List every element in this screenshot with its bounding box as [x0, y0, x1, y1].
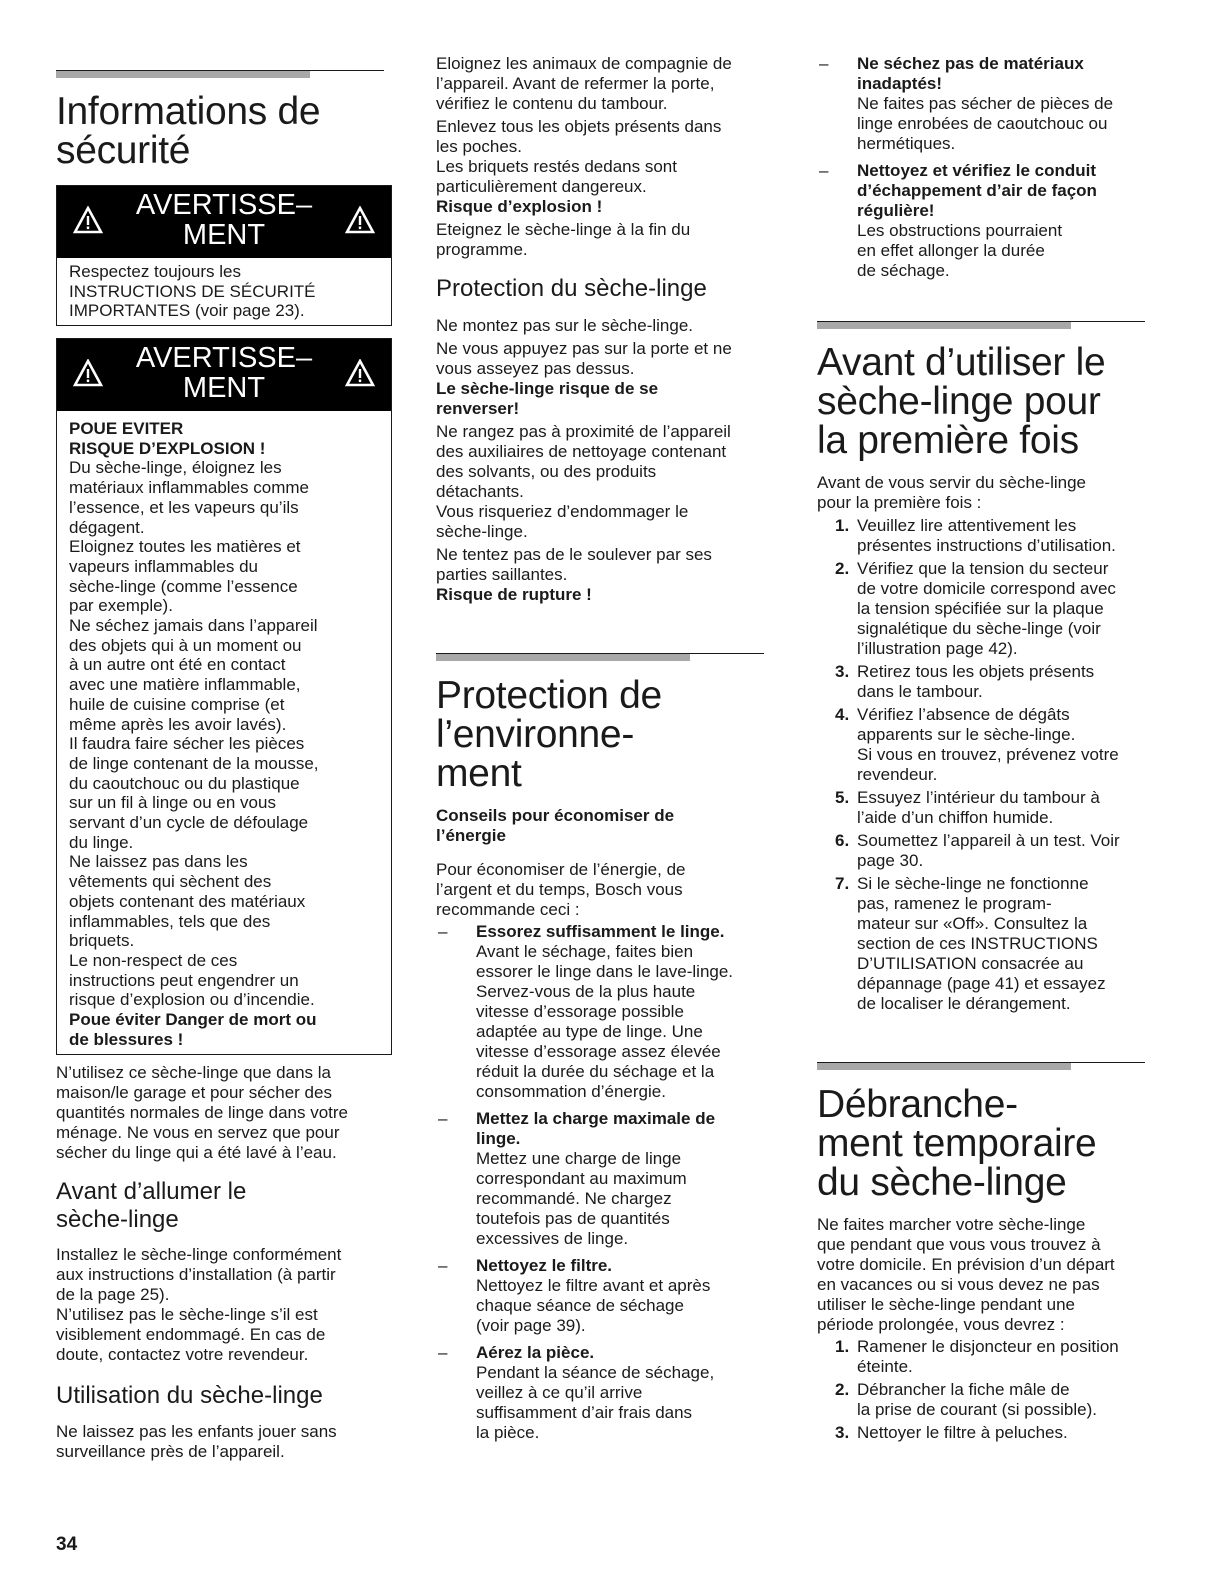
warning-triangle-icon [73, 359, 103, 387]
list-item: 7. Si le sèche-linge ne fonctionne pas, ramenez le program- mateur sur «Off». Consultez la section de ces INSTRUCTIONS D’UTILISATION consacrée au dépannage (page 41) et essayez de localiser le dérangement. [835, 874, 1106, 1013]
warning-body: POUE EVITER RISQUE D’EXPLOSION ! Du sèche-linge, éloignez les matériaux inflammables comme l’essence, et les vapeurs qu’ils dégagent. Eloignez toutes les matières et vapeurs inflammables du sèche-linge (comme l’essence par exemple). Ne séchez jamais dans l’appareil des objets qui à un moment ou à un autre ont été en contact avec une matière inflammable, huile de cuisine comprise (et même après les avoir lavés). Il faudra faire sécher les pièces de linge contenant de la mousse, du caoutchouc ou du plastique sur un fil à linge ou en vous servant d’un cycle de défoulage du linge. Ne laissez pas dans les vêtements qui sèchent des objets contenant des matériaux inflammables, tels que des briquets. Le non-respect de ces instructions peut engendrer un risque d’explosion ou d’incendie. Poue éviter Danger de mort ou de blessures ! [69, 419, 319, 1049]
environment-title: Protection de l’environne- ment [436, 674, 662, 795]
section-rule [817, 321, 1145, 329]
disconnect-intro: Ne faites marcher votre sèche-linge que pendant que vous vous trouvez à votre domicile. En prévision d’un départ en vacances ou si vous devez ne pas utiliser le sèche-linge pendant une période prolongée, vous devrez : [817, 1215, 1115, 1334]
dash-bullet: – [438, 922, 448, 941]
energy-intro: Pour économiser de l’énergie, de l’argent et du temps, Bosch vous recommande ceci : [436, 860, 686, 919]
warning-body: Respectez toujours les INSTRUCTIONS DE SÉCURITÉ IMPORTANTES (voir page 23). [69, 262, 316, 321]
section-rule [56, 70, 384, 78]
page-number: 34 [56, 1534, 78, 1555]
dryer-protection-heading: Protection du sèche-linge [436, 275, 707, 302]
before-switching-on-paragraph: Installez le sèche-linge conformément aux instructions d’installation (à partir de la page 25). N’utilisez pas le sèche-linge s’il est visiblement endommagé. En cas de doute, contactez votre revendeur. [56, 1245, 342, 1364]
pets-paragraph: Eloignez les animaux de compagnie de l’appareil. Avant de refermer la porte, vérifiez le contenu du tambour. Enlevez tous les objets présents dans les poches. Les briquets restés dedans sont particulièrement dangereux. Risque d’explosion ! Eteignez le sèche-linge à la fin du programme. [436, 54, 732, 259]
list-item: 1. Veuillez lire attentivement les présentes instructions d’utilisation. [835, 516, 1116, 555]
drying-tips-list [817, 54, 1147, 288]
list-item: 1. Ramener le disjoncteur en position éteinte. [835, 1337, 1119, 1376]
first-use-steps [817, 516, 1157, 1014]
energy-tips-subtitle: Conseils pour économiser de l’énergie [436, 806, 675, 845]
list-item: – Aérez la pièce. Pendant la séance de séchage, veillez à ce qu’il arrive suffisamment d’air frais dans la pièce. [438, 1343, 715, 1442]
warning-triangle-icon [73, 206, 103, 234]
safety-title: Informations de sécurité [56, 90, 321, 172]
usage-paragraph: N’utilisez ce sèche-linge que dans la maison/le garage et pour sécher des quantités normales de linge dans votre ménage. Ne vous en servez que pour sécher du linge qui a été lavé à l’eau. [56, 1063, 349, 1162]
disconnect-title: Débranche- ment temporaire du sèche-linge [817, 1083, 1097, 1204]
warning-box-1 [56, 185, 392, 326]
before-switching-on-heading: Avant d’allumer le sèche-linge [56, 1178, 247, 1233]
warning-triangle-icon [345, 359, 375, 387]
list-item: – Essorez suffisamment le linge. Avant le séchage, faites bien essorer le linge dans le lave-linge. Servez-vous de la plus haute vitesse d’essorage possible adaptée au type de linge. Une vitesse d’essorage assez élevée réduit la durée du séchage et la consommation d’énergie. [438, 922, 734, 1101]
list-item: – Ne séchez pas de matériaux inadaptés! Ne faites pas sécher de pièces de linge enrobées de caoutchouc ou hermétiques. [819, 54, 1114, 153]
list-item: 2. Vérifiez que la tension du secteur de votre domicile correspond avec la tension spécifiée sur la plaque signalétique du sèche-linge (voir l’illustration page 42). [835, 559, 1116, 658]
dash-bullet: – [438, 1256, 448, 1275]
warning-box-2 [56, 338, 392, 1055]
usage-children-paragraph: Ne laissez pas les enfants jouer sans surveillance près de l’appareil. [56, 1422, 337, 1461]
dash-bullet: – [438, 1343, 448, 1362]
list-item: 3. Retirez tous les objets présents dans le tambour. [835, 662, 1095, 701]
usage-heading: Utilisation du sèche-linge [56, 1382, 323, 1409]
list-item: 5. Essuyez l’intérieur du tambour à l’aide d’un chiffon humide. [835, 788, 1100, 827]
warning-triangle-icon [345, 206, 375, 234]
dryer-protection-paragraph: Ne montez pas sur le sèche-linge. Ne vous appuyez pas sur la porte et ne vous asseyez pas dessus. Le sèche-linge risque de se renverser! Ne rangez pas à proximité de l’appareil des auxiliaires de nettoyage contenant des solvants, ou des produits détachants. Vous risqueriez d’endommager le sèche-linge. Ne tentez pas de le soulever par ses parties saillantes. Risque de rupture ! [436, 316, 732, 604]
section-rule [817, 1062, 1145, 1070]
list-item: – Nettoyez et vérifiez le conduit d’échappement d’air de façon régulière! Les obstructions pourraient en effet allonger la durée de séchage. [819, 161, 1097, 280]
dash-bullet: – [819, 161, 829, 180]
list-item: – Mettez la charge maximale de linge. Mettez une charge de linge correspondant au maximum recommandé. Ne chargez toutefois pas de quantités excessives de linge. [438, 1109, 716, 1248]
dash-bullet: – [819, 54, 829, 73]
section-rule [436, 653, 764, 661]
list-item: – Nettoyez le filtre. Nettoyez le filtre avant et après chaque séance de séchage (voir page 39). [438, 1256, 711, 1335]
list-item: 3. Nettoyer le filtre à peluches. [835, 1423, 1068, 1442]
warning-header: AVERTISSE– MENT [57, 186, 391, 258]
disconnect-steps [817, 1337, 1157, 1443]
warning-header: AVERTISSE– MENT [57, 339, 391, 411]
energy-tips-list [436, 922, 766, 1450]
list-item: 2. Débrancher la fiche mâle de la prise de courant (si possible). [835, 1380, 1098, 1419]
first-use-intro: Avant de vous servir du sèche-linge pour la première fois : [817, 473, 1087, 512]
list-item: 6. Soumettez l’appareil à un test. Voir page 30. [835, 831, 1120, 870]
list-item: 4. Vérifiez l’absence de dégâts apparents sur le sèche-linge. Si vous en trouvez, prévenez votre revendeur. [835, 705, 1119, 784]
dash-bullet: – [438, 1109, 448, 1128]
first-use-title: Avant d’utiliser le sèche-linge pour la première fois [817, 341, 1106, 462]
